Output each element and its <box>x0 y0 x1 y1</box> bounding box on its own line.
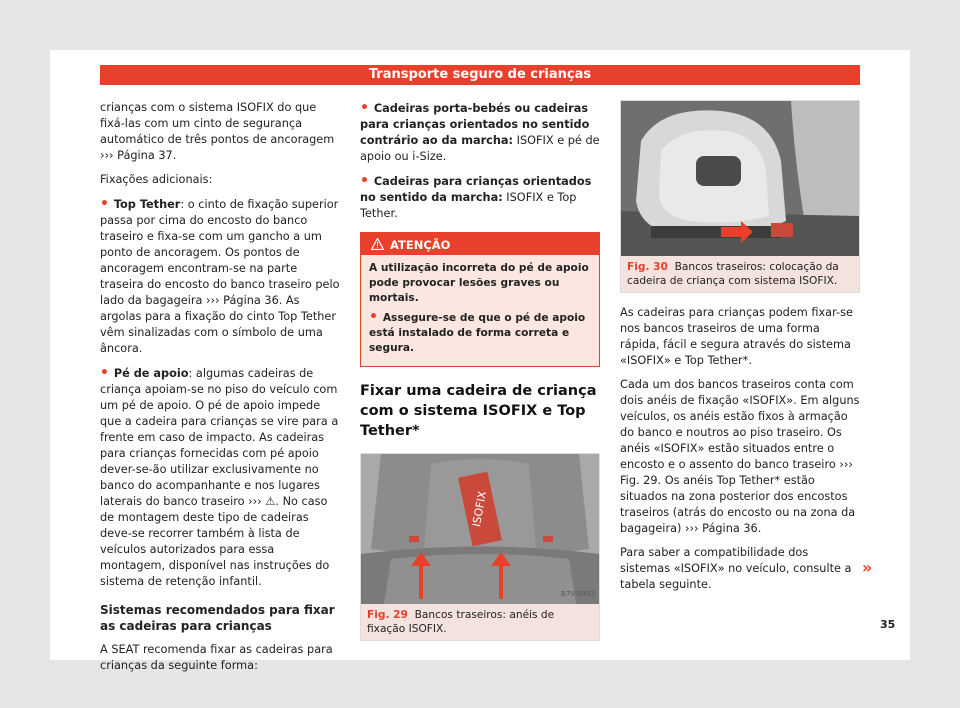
paragraph: A SEAT recomenda fixar as cadeiras para crianças da seguinte forma: <box>100 643 333 672</box>
bullet-top-tether <box>100 196 340 357</box>
figure-number: Fig. 30 <box>627 261 668 273</box>
bullet-text: ISOFIX e Top Tether. <box>360 191 577 220</box>
image-code: B7V-0952 <box>561 590 595 598</box>
term: Cadeiras porta-bebés ou cadeiras para crianças orientados no sentido contrário ao da marcha: <box>360 102 590 147</box>
bullet-forward-facing <box>360 173 600 222</box>
figure-29 <box>360 453 600 641</box>
figure-caption <box>621 256 859 292</box>
term: Cadeiras para crianças orientados no sentido da marcha: <box>360 175 592 204</box>
bullet-text: ISOFIX e pé de apoio ou i-Size. <box>360 134 600 163</box>
figure-29-image <box>361 454 599 604</box>
bullet-text: : o cinto de fixação superior passa por cima do encosto do banco traseiro e fixa-se com um gancho a um ponto de ancoragem. Os pontos de ancoragem encontram-se na parte traseira do encosto do banco traseiro pelo lado da bagageira ››› Página 36. As argolas para a fixação do cinto Top Tether vêm sinalizadas com o símbolo de uma âncora. <box>100 198 340 355</box>
subheading: Sistemas recomendados para fixar as cadeiras para crianças <box>100 603 335 633</box>
caption-text: Bancos traseiros: anéis de fixação ISOFIX. <box>367 609 555 635</box>
isofix-label: ISOFIX <box>469 490 490 528</box>
section-title: Fixar uma cadeira de criança com o sistema ISOFIX e Top Tether* <box>360 383 597 439</box>
column-right <box>620 100 860 601</box>
warning-title: ATENÇÃO <box>390 238 451 252</box>
figure-caption <box>361 604 599 640</box>
paragraph: crianças com o sistema ISOFIX do que fixá-las com um cinto de segurança automático de três pontos de ancoragem ››› Página 37. <box>100 101 335 162</box>
page-header: Transporte seguro de crianças <box>100 65 860 85</box>
image-code: B5T-0359 <box>821 242 855 250</box>
bullet-rear-facing <box>360 100 600 165</box>
warning-icon <box>371 238 384 250</box>
paragraph: Fixações adicionais: <box>100 173 213 186</box>
continue-marker: » <box>862 558 873 577</box>
warning-text: A utilização incorreta do pé de apoio pode provocar lesões graves ou mortais. <box>369 262 589 304</box>
figure-number: Fig. 29 <box>367 609 408 621</box>
warning-header <box>361 233 599 255</box>
warning-body <box>361 255 599 366</box>
bullet-support-leg <box>100 365 340 590</box>
page-number: 35 <box>880 618 896 631</box>
paragraph: Para saber a compatibilidade dos sistemas «ISOFIX» no veículo, consulte a tabela seguinte. <box>620 546 852 591</box>
term: Pé de apoio <box>113 367 189 380</box>
caption-text: Bancos traseiros: colocação da cadeira de criança com sistema ISOFIX. <box>627 261 839 287</box>
column-left <box>100 100 340 682</box>
child-seat-illustration <box>621 101 859 256</box>
bullet-text: : algumas cadeiras de criança apoiam-se no piso do veículo com um pé de apoio. O pé de apoio impede que a cadeira para crianças se vire para a frente em caso de impacto. As cadeiras para crianças fornecidas com pé apoio dever-se-ão utilizar exclusivamente no banco do acompanhante e nos lugares laterais do banco traseiro ››› ⚠. No caso de montagem deste tipo de cadeiras deve-se recorrer também à lista de veículos autorizados para essa montagem, disponível nas instruções do sistema de retenção infantil. <box>100 367 339 588</box>
seat-isofix-illustration <box>361 454 599 604</box>
paragraph: As cadeiras para crianças podem fixar-se nos bancos traseiros de uma forma rápida, fácil e segura através do sistema «ISOFIX» e Top Tether*. <box>620 306 853 367</box>
term: Top Tether <box>113 198 181 211</box>
warning-text: • Assegure-se de que o pé de apoio está instalado de forma correta e segura. <box>369 310 591 356</box>
figure-30 <box>620 100 860 293</box>
column-middle <box>360 100 600 651</box>
paragraph: Cada um dos bancos traseiros conta com dois anéis de fixação «ISOFIX». Em alguns veículos, os anéis estão fixos à armação do banco e noutros ao piso traseiro. Os anéis «ISOFIX» estão situados entre o encosto e o assento do banco traseiro ››› Fig. 29. Os anéis Top Tether* estão situados na zona posterior dos encostos traseiros (atrás do encosto ou na zona da bagageira) ››› Página 36. <box>620 378 860 535</box>
figure-30-image <box>621 101 859 256</box>
warning-box <box>360 232 600 367</box>
